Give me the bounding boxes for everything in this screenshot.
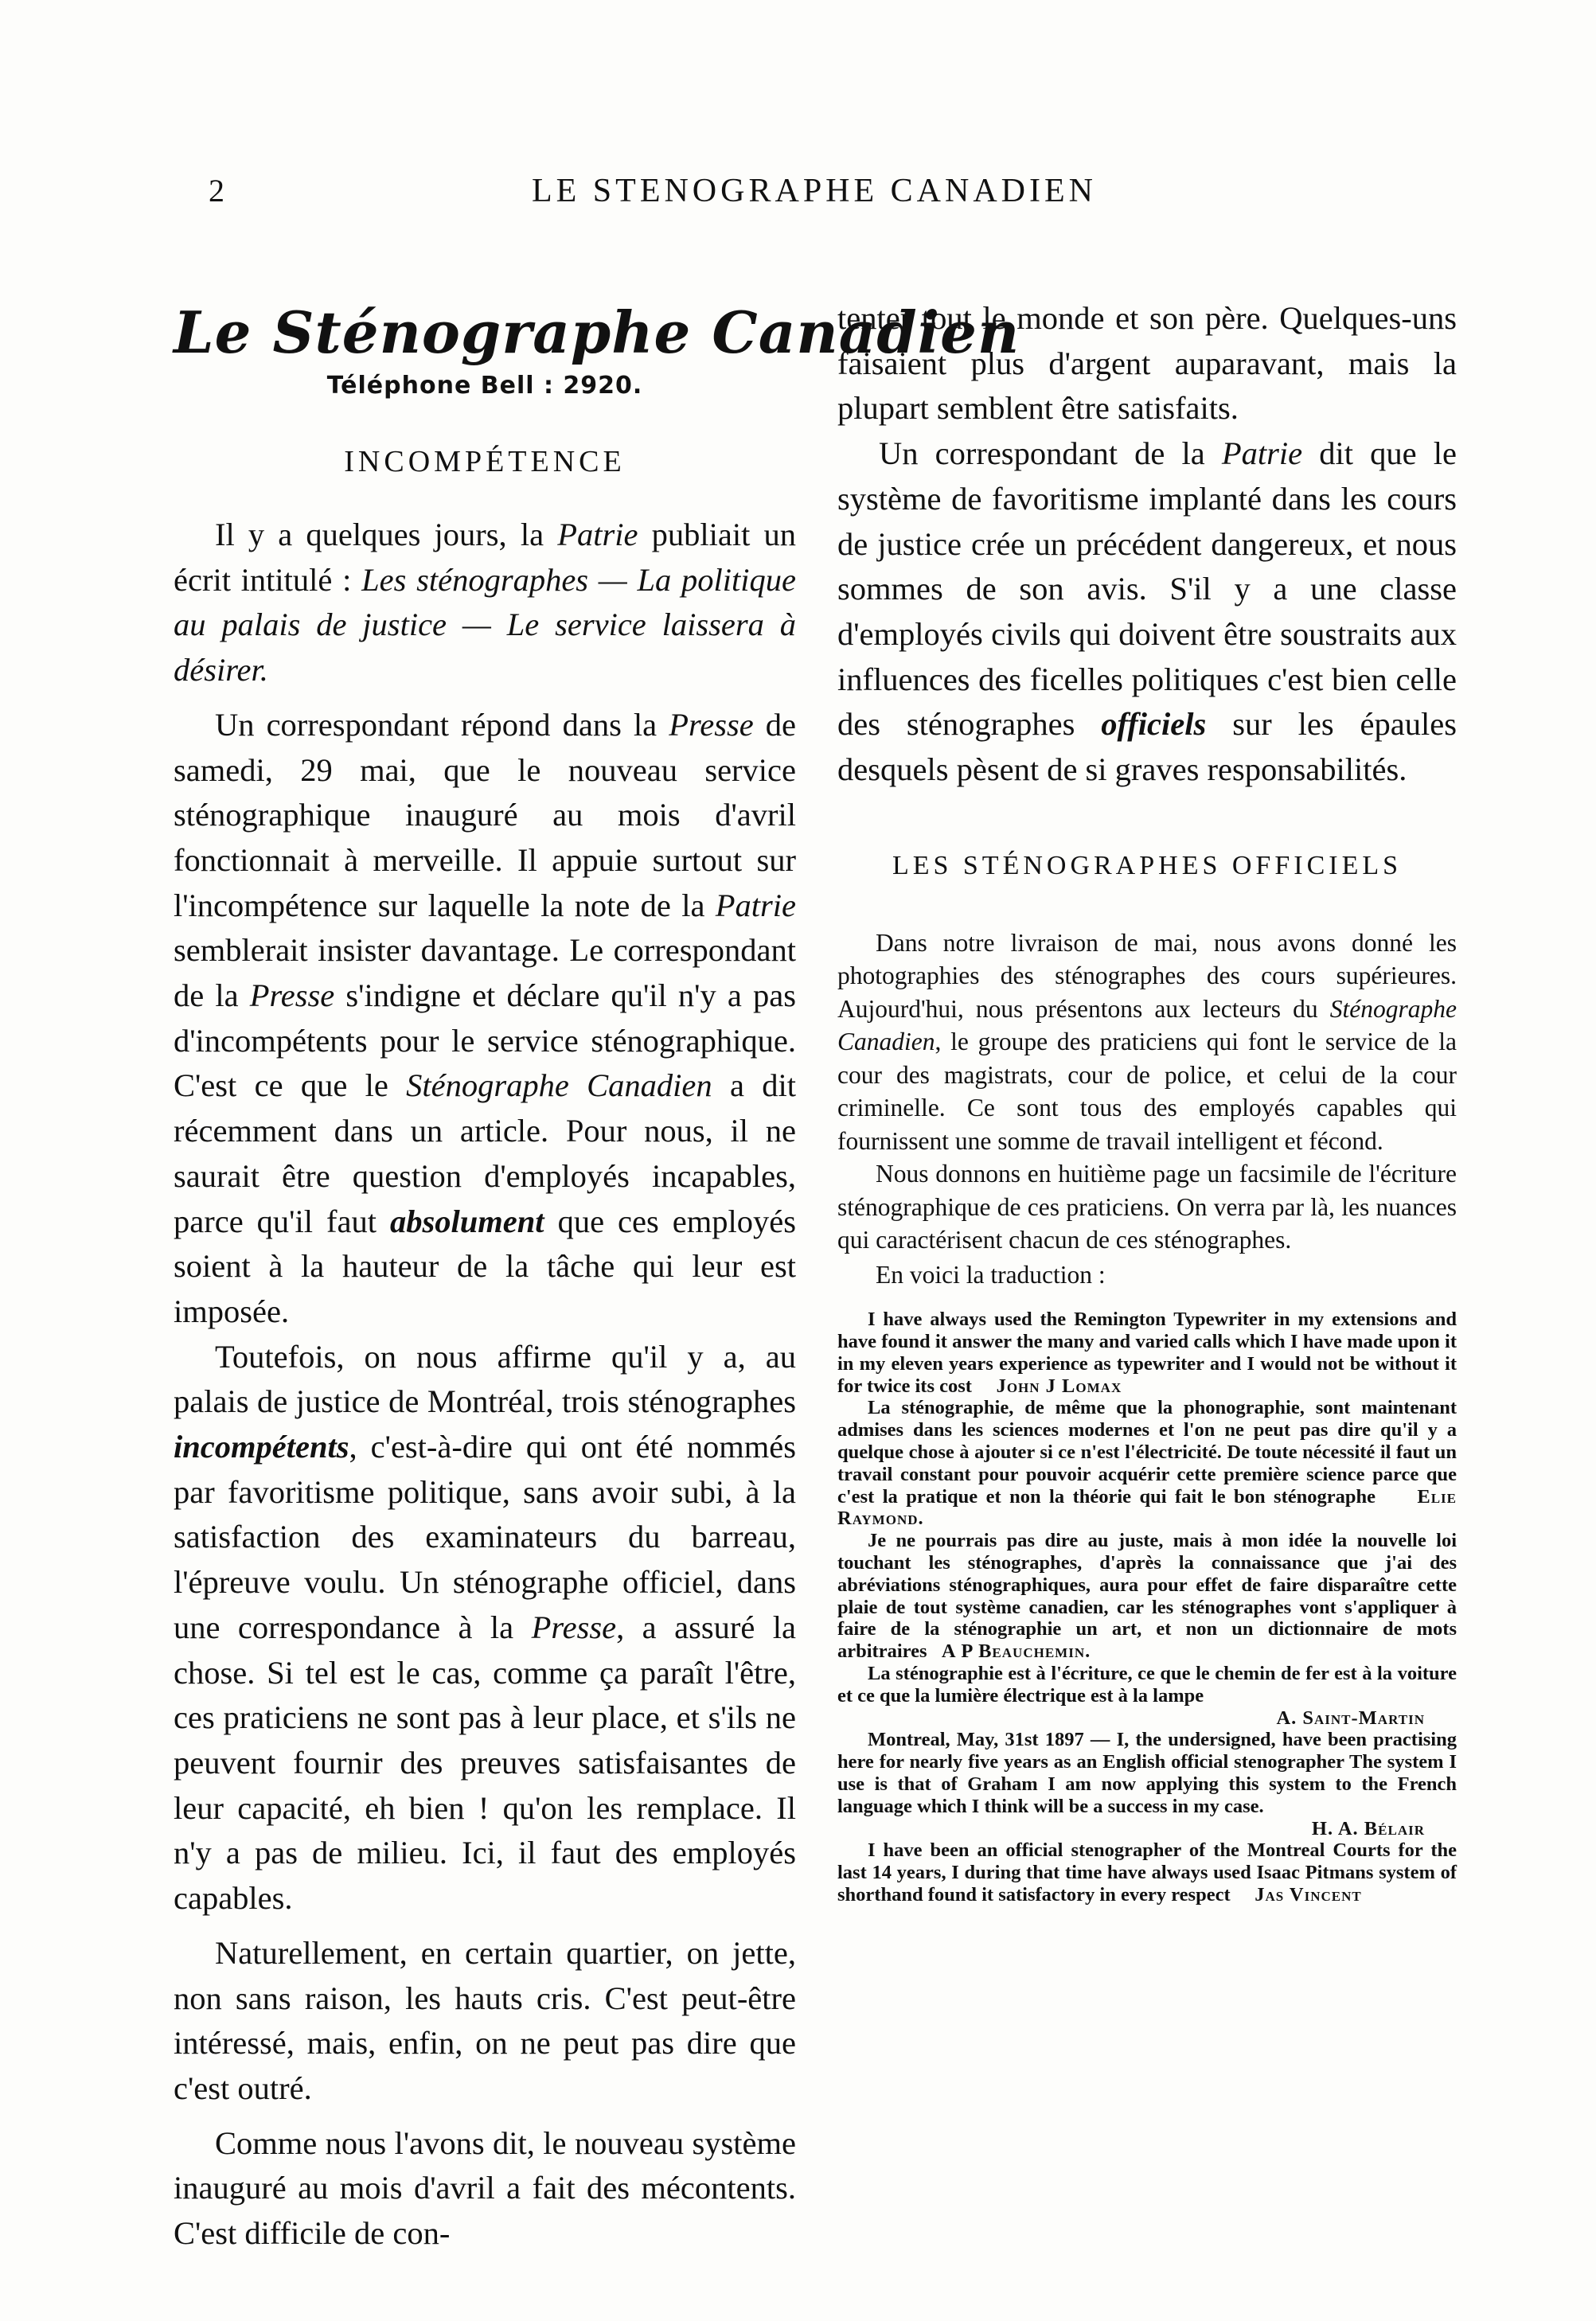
article-paragraph: Naturellement, en certain quartier, on jette, non sans raison, les hauts cris. C'est peut-être intéressé, mais, enfin, on ne peut pas dire que c'est outré. <box>174 1934 796 2106</box>
page-number: 2 <box>209 173 224 209</box>
section-heading-incompetence: INCOMPÉTENCE <box>344 445 626 478</box>
article-paragraph: Il y a quelques jours, la Patrie publiait un écrit intitulé : Les sténographes — La politique au palais de justice — Le service laissera à désirer. <box>174 517 796 688</box>
testimonial-author: Jas Vincent <box>1255 1883 1362 1906</box>
testimonial-author: H. A. Bélair <box>1311 1817 1425 1839</box>
testimonial-author: A. Saint-Martin <box>1276 1707 1425 1729</box>
testimonial-author: Elie Raymond. <box>837 1485 1457 1530</box>
testimonial: I have always used the Remington Typewriter in my extensions and have found it answer the many and varied calls which I have made upon it in my eleven years experience as typewriter and I would not be without it for twice its cost John J Lomax <box>837 1309 1457 1397</box>
testimonial: La sténographie, de même que la phonographie, sont maintenant admises dans les sciences modernes et l'on ne peut pas dire qu'il y a quelque chose à ajouter si ce n'est l'électricité. De toute nécessité il faut un travail constant pour pouvoir acquérir cette première science parce que c'est la pratique et non la théorie qui fait le bon sténographe Elie Raymond. <box>837 1397 1457 1530</box>
article-paragraph: tenter tout le monde et son père. Quelques-uns faisaient plus d'argent auparavant, mais la plupart semblent être satisfaits. <box>837 300 1457 427</box>
masthead: Le Sténographe Canadien <box>174 298 1020 366</box>
running-title: LE STENOGRAPHE CANADIEN <box>532 173 1097 209</box>
article-paragraph: Dans notre livraison de mai, nous avons donné les photographies des sténographes des cours supérieures. Aujourd'hui, nous présentons aux lecteurs du Sténographe Canadien, le groupe des praticiens qui font le service de la cour des magistrats, cour de police, et celui de la cour criminelle. Ce sont tous des employés capables qui fournissent une somme de travail intelligent et fécond. <box>837 928 1457 1155</box>
right-column <box>837 296 1457 1906</box>
testimonial: Je ne pourrais pas dire au juste, mais à mon idée la nouvelle loi touchant les sténographes, d'après la connaissance que j'ai des abréviations sténographiques, aura pour effet de faire disparaître cette plaie de tout système canadien, car les sténographes vont s'appliquer à faire de la sténographie un art, et non un dictionnaire de mots arbitraires A P Beauchemin. <box>837 1530 1457 1663</box>
article-paragraph: En voici la traduction : <box>876 1260 1106 1289</box>
testimonial-author: John J Lomax <box>996 1375 1122 1397</box>
article-paragraph: Un correspondant répond dans la Presse de samedi, 29 mai, que le nouveau service sténographique inauguré au mois d'avril fonctionnait à merveille. Il appuie surtout sur l'incompétence sur laquelle la note de la Patrie semblerait insister davantage. Le correspondant de la Presse s'indigne et déclare qu'il n'y a pas d'incompétents pour le service sténographique. C'est ce que le Sténographe Canadien a dit récemment dans un article. Pour nous, il ne saurait être question d'employés incapables, parce qu'il faut absolument que ces employés soient à la hauteur de la tâche qui leur est imposée. <box>174 706 797 1329</box>
article-paragraph: Nous donnons en huitième page un facsimile de l'écriture sténographique de ces praticiens. On verra par là, les nuances qui caractérisent chacun de ces sténographes. <box>837 1160 1457 1254</box>
article-paragraph: Toutefois, on nous affirme qu'il y a, au palais de justice de Montréal, trois sténographes incompétents, c'est-à-dire qui ont été nommés par favoritisme politique, sans avoir subi, à la satisfaction des examinateurs du barreau, l'épreuve voulu. Un sténographe officiel, dans une correspondance à la Presse, a assuré la chose. Si tel est le cas, comme ça paraît l'être, ces praticiens ne sont pas à leur place, et s'ils ne peuvent fournir des preuves satisfaisantes de leur capacité, eh bien ! qu'on les remplace. Il n'y a pas de milieu. Ici, il faut des employés capables. <box>174 1338 796 1917</box>
testimonial: La sténographie est à l'écriture, ce que le chemin de fer est à la voiture et ce que la lumière électrique est à la lampe A. Saint-Martin <box>837 1662 1457 1729</box>
testimonials <box>837 1309 1457 1906</box>
article-paragraph: Un correspondant de la Patrie dit que le système de favoritisme implanté dans les cours de justice crée un précédent dangereux, et nous sommes de son avis. S'il y a une classe d'employés civils qui doivent être soustraits aux influences des ficelles politiques c'est bien celle des sténographes officiels sur les épaules desquels pèsent de si graves responsabilités. <box>837 435 1457 788</box>
testimonial: I have been an official stenographer of the Montreal Courts for the last 14 years, I during that time have always used Isaac Pitmans system of shorthand found it satisfactory in every respect Jas Vincent <box>837 1839 1457 1906</box>
article-paragraph: Comme nous l'avons dit, le nouveau système inauguré au mois d'avril a fait des mécontents. C'est difficile de con- <box>174 2124 796 2252</box>
testimonial-author: A P Beauchemin. <box>941 1640 1091 1663</box>
telephone-line: Téléphone Bell : 2920. <box>326 372 643 400</box>
testimonial: Montreal, May, 31st 1897 — I, the undersigned, have been practising here for nearly five years as an English official stenographer The system I use is that of Graham I am now applying this system to the French language which I think will be a success in my case. H. A. Bélair <box>837 1729 1457 1839</box>
running-header <box>209 171 1420 211</box>
section-heading-officiels: LES STÉNOGRAPHES OFFICIELS <box>892 850 1403 880</box>
